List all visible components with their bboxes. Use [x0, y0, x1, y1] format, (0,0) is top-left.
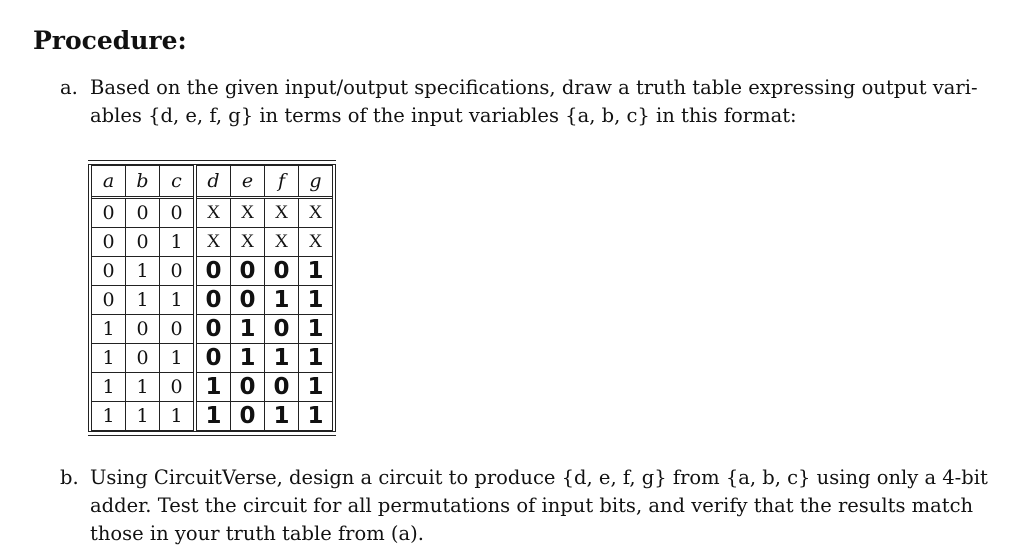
part-b-line-1: Using CircuitVerse, design a circuit to produce {d, e, f, g} from {a, b, c} using only a 4-bit: [90, 466, 988, 489]
input-cell: 0: [160, 257, 196, 286]
handwritten-output-cell: 1: [195, 373, 231, 402]
input-cell: 1: [90, 402, 126, 431]
part-b-line-3: those in your truth table from (a).: [90, 522, 424, 545]
handwritten-output-cell: 0: [231, 402, 265, 431]
input-cell: 0: [160, 198, 196, 228]
input-header-b: b: [126, 166, 160, 198]
part-b-label: b.: [60, 466, 79, 489]
part-a-line-1: Based on the given input/output specifications, draw a truth table expressing output vari-: [90, 76, 978, 99]
handwritten-output-cell: 0: [265, 257, 299, 286]
output-cell: X: [299, 228, 335, 257]
handwritten-output-cell: 0: [195, 315, 231, 344]
input-cell: 1: [90, 315, 126, 344]
table-row: [90, 228, 334, 257]
input-cell: 1: [126, 257, 160, 286]
handwritten-output-cell: 1: [299, 315, 335, 344]
input-cell: 1: [160, 402, 196, 431]
truth-table: [88, 165, 336, 431]
handwritten-output-cell: 0: [195, 286, 231, 315]
input-cell: 1: [126, 373, 160, 402]
input-cell: 0: [90, 228, 126, 257]
input-cell: 1: [160, 228, 196, 257]
input-cell: 1: [126, 286, 160, 315]
input-cell: 1: [160, 286, 196, 315]
handwritten-output-cell: 1: [195, 402, 231, 431]
part-a: [60, 74, 1005, 130]
table-row: [90, 344, 334, 373]
output-cell: X: [299, 198, 335, 228]
part-a-text: [90, 74, 1005, 130]
input-cell: 0: [126, 198, 160, 228]
table-row: [90, 257, 334, 286]
handwritten-output-cell: 0: [265, 373, 299, 402]
handwritten-output-cell: 1: [299, 257, 335, 286]
handwritten-output-cell: 1: [231, 315, 265, 344]
part-b-text: [90, 464, 1005, 548]
handwritten-output-cell: 1: [265, 344, 299, 373]
output-header-d: d: [195, 166, 231, 198]
handwritten-output-cell: 1: [299, 344, 335, 373]
handwritten-output-cell: 1: [299, 286, 335, 315]
table-row: [90, 373, 334, 402]
output-header-g: g: [299, 166, 335, 198]
handwritten-output-cell: 0: [231, 257, 265, 286]
handwritten-output-cell: 1: [231, 344, 265, 373]
output-cell: X: [265, 228, 299, 257]
handwritten-output-cell: 0: [231, 373, 265, 402]
table-row: [90, 315, 334, 344]
part-b-line-2: adder. Test the circuit for all permutations of input bits, and verify that the results match: [90, 494, 974, 517]
input-cell: 1: [90, 344, 126, 373]
truth-table-header-row: [90, 166, 334, 198]
handwritten-output-cell: 0: [195, 344, 231, 373]
truth-table-frame: [88, 160, 336, 436]
output-cell: X: [231, 198, 265, 228]
input-cell: 0: [126, 315, 160, 344]
handwritten-output-cell: 1: [299, 402, 335, 431]
input-cell: 0: [160, 373, 196, 402]
handwritten-output-cell: 1: [299, 373, 335, 402]
handwritten-output-cell: 0: [265, 315, 299, 344]
output-cell: X: [265, 198, 299, 228]
input-cell: 0: [90, 198, 126, 228]
input-cell: 1: [160, 344, 196, 373]
input-cell: 0: [126, 344, 160, 373]
output-cell: X: [195, 228, 231, 257]
table-row: [90, 286, 334, 315]
output-header-e: e: [231, 166, 265, 198]
output-cell: X: [195, 198, 231, 228]
part-b: [60, 464, 1005, 548]
input-cell: 0: [90, 257, 126, 286]
input-cell: 0: [126, 228, 160, 257]
input-cell: 0: [90, 286, 126, 315]
handwritten-output-cell: 0: [195, 257, 231, 286]
input-header-a: a: [90, 166, 126, 198]
input-header-c: c: [160, 166, 196, 198]
output-cell: X: [231, 228, 265, 257]
handwritten-output-cell: 1: [265, 402, 299, 431]
handwritten-output-cell: 1: [265, 286, 299, 315]
part-a-line-2: ables {d, e, f, g} in terms of the input variables {a, b, c} in this format:: [90, 104, 797, 127]
table-row: [90, 198, 334, 228]
input-cell: 1: [90, 373, 126, 402]
table-row: [90, 402, 334, 431]
input-cell: 1: [126, 402, 160, 431]
input-cell: 0: [160, 315, 196, 344]
procedure-heading: Procedure:: [33, 26, 187, 55]
handwritten-output-cell: 0: [231, 286, 265, 315]
output-header-f: f: [265, 166, 299, 198]
part-a-label: a.: [60, 76, 78, 99]
